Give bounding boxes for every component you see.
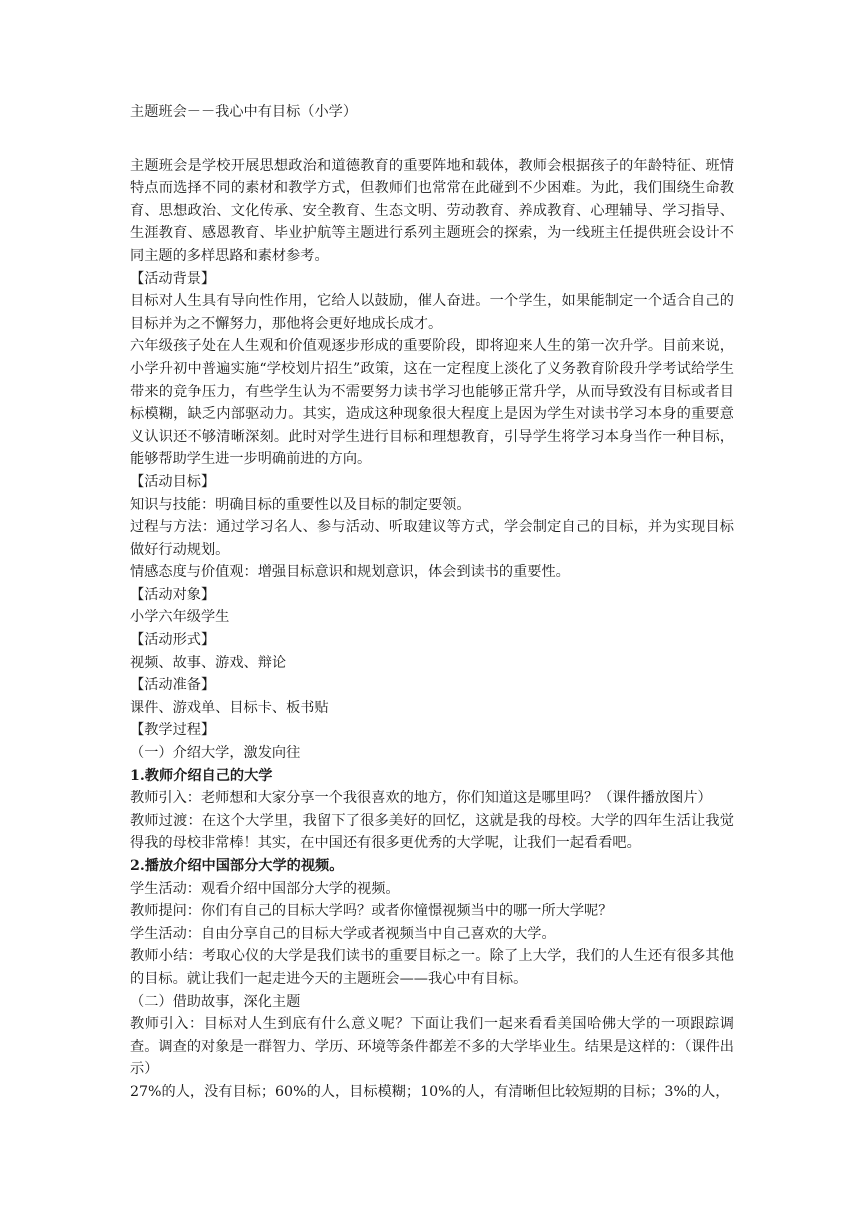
target-heading: 【活动对象】 (130, 586, 216, 603)
process-paragraph-6: 教师小结：考取心仪的大学是我们读书的重要目标之一。除了上大学，我们的人生还有很多其他的目标。就让我们一起走进今天的主题班会——我心中有目标。 (130, 948, 734, 987)
process-paragraph-4: 教师提问：你们有自己的目标大学吗？或者你憧憬视频当中的哪一所大学呢？ (130, 903, 613, 920)
process-paragraph-2: 教师过渡：在这个大学里，我留下了很多美好的回忆，这就是我的母校。大学的四年生活让我觉得我的母校非常棒！其实，在中国还有很多更优秀的大学呢，让我们一起看看吧。 (130, 812, 734, 852)
process-paragraph-3: 学生活动：观看介绍中国部分大学的视频。 (130, 880, 400, 897)
background-paragraph-2: 六年级孩子处在人生观和价值观逐步形成的重要阶段，即将迎来人生的第一次升学。目前来说，小学升初中普遍实施“学校划片招生”政策，这在一定程度上淡化了义务教育阶段升学考试给学生带来的竞争压力，有些学生认为不需要努力读书学习也能够正常升学，从而导致没有目标或者目标模糊，缺乏内部驱动力。其实，造成这种现象很大程度上是因为学生对读书学习本身的重要意义认识还不够清晰深刻。此时对学生进行目标和理想教育，引导学生将学习本身当作一种目标，能够帮助学生进一步明确前进的方向。 (130, 338, 734, 468)
process-paragraph-7: 教师引入：目标对人生到底有什么意义呢？下面让我们一起来看看美国哈佛大学的一项跟踪调查。调查的对象是一群智力、学历、环境等条件都差不多的大学毕业生。结果是这样的：（课件出示） (130, 1016, 734, 1078)
process-paragraph-5: 学生活动：自由分享自己的目标大学或者视频当中自己喜欢的大学。 (130, 925, 556, 942)
document-body (130, 101, 734, 1104)
goal-process: 过程与方法：通过学习名人、参与活动、听取建议等方式，学会制定自己的目标，并为实现目标做好行动规划。 (130, 519, 734, 558)
section-1-heading: （一）介绍大学，激发向往 (130, 745, 301, 762)
step-1-heading: 1.教师介绍自己的大学 (130, 767, 273, 784)
process-paragraph-8: 27%的人，没有目标；60%的人，目标模糊；10%的人，有清晰但比较短期的目标；3%的人， (130, 1083, 730, 1100)
form-text: 视频、故事、游戏、辩论 (130, 654, 287, 671)
goal-attitude: 情感态度与价值观：增强目标意识和规划意识，体会到读书的重要性。 (130, 564, 570, 581)
process-heading: 【教学过程】 (130, 722, 216, 739)
goal-knowledge: 知识与技能：明确目标的重要性以及目标的制定要领。 (130, 496, 471, 513)
prep-text: 课件、游戏单、目标卡、板书贴 (130, 699, 329, 716)
document-title: 主题班会－－我心中有目标（小学） (130, 104, 358, 120)
section-2-heading: （二）借助故事，深化主题 (130, 993, 301, 1010)
target-text: 小学六年级学生 (130, 609, 230, 626)
background-heading: 【活动背景】 (130, 270, 216, 287)
prep-heading: 【活动准备】 (130, 677, 216, 694)
goal-heading: 【活动目标】 (130, 473, 216, 490)
process-paragraph-1: 教师引入：老师想和大家分享一个我很喜欢的地方，你们知道这是哪里吗？（课件播放图片） (130, 790, 712, 807)
form-heading: 【活动形式】 (130, 632, 216, 649)
step-2-heading: 2.播放介绍中国部分大学的视频。 (130, 858, 344, 874)
background-paragraph-1: 目标对人生具有导向性作用，它给人以鼓励，催人奋进。一个学生，如果能制定一个适合自己的目标并为之不懈努力，那他将会更好地成长成才。 (130, 293, 734, 332)
intro-paragraph: 主题班会是学校开展思想政治和道德教育的重要阵地和载体，教师会根据孩子的年龄特征、班情特点而选择不同的素材和教学方式，但教师们也常常在此碰到不少困难。为此，我们围绕生命教育、思想政治、文化传承、安全教育、生态文明、劳动教育、养成教育、心理辅导、学习指导、生涯教育、感恩教育、毕业护航等主题进行系列主题班会的探索，为一线班主任提供班会设计不同主题的多样思路和素材参考。 (130, 157, 734, 264)
